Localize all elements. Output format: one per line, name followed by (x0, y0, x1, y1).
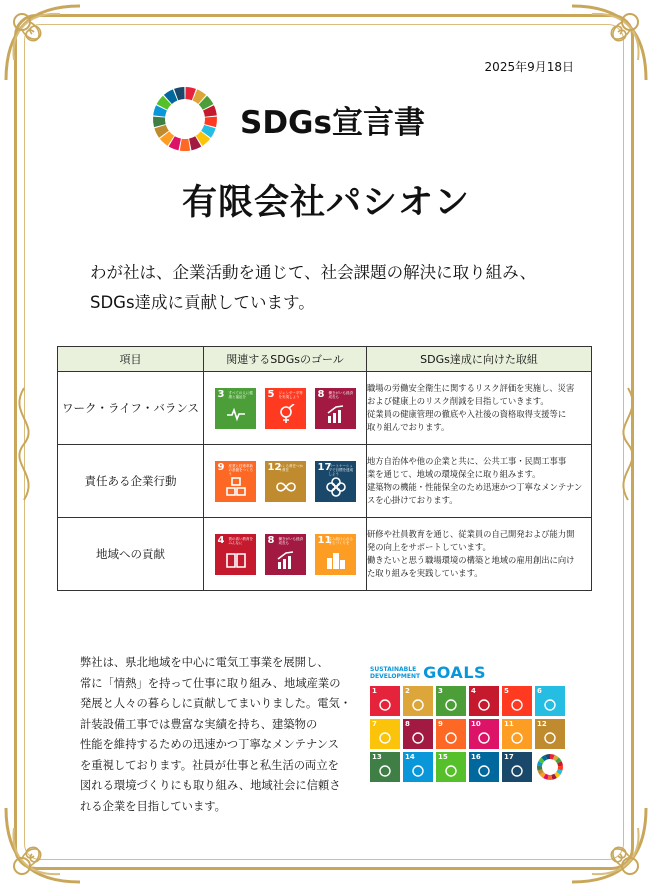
sdg-goal-17-icon (315, 461, 356, 502)
corner-ornament-icon (0, 798, 90, 888)
sdg-tile-2 (403, 686, 433, 716)
company-name: 有限会社パシオン (181, 183, 470, 223)
sdgs-goals-table (57, 346, 592, 591)
item-cell: 責任ある企業行動 (58, 445, 204, 518)
column-header: SDGs達成に向けた取組 (367, 347, 592, 372)
tile-pictogram-icon (477, 697, 491, 711)
goal-number: 12 (267, 461, 282, 473)
tile-number: 1 (372, 687, 377, 695)
effort-line: 業を通じて、地域の環境保全に取り組みます。 (367, 469, 541, 479)
table-row (58, 445, 592, 518)
goal-text: パートナーシップで目標を達成しよう (328, 463, 354, 476)
lead-statement (90, 258, 536, 318)
tile-pictogram-icon (510, 730, 524, 744)
sdg-tile-14 (403, 752, 433, 782)
goal-number: 9 (217, 461, 225, 473)
tile-pictogram-icon (444, 763, 458, 777)
goal-number: 11 (317, 534, 332, 546)
goal-text: 住み続けられるまちづくりを (328, 536, 353, 545)
tile-number: 7 (372, 720, 377, 728)
sdg-tile-16 (469, 752, 499, 782)
goal-number: 8 (317, 388, 325, 400)
tile-number: 11 (504, 720, 514, 728)
sdg-tile-9 (436, 719, 466, 749)
goal-number: 8 (267, 534, 275, 546)
wheel-segment (180, 139, 190, 151)
effort-line: 働きたいと思う職場環境の構築と地域の雇用創出に向け (367, 555, 575, 565)
sdg-tile-13 (370, 752, 400, 782)
corner-ornament-icon (562, 798, 652, 888)
sdg-logo-line: SUSTAINABLE (370, 665, 417, 673)
tile-pictogram-icon (444, 697, 458, 711)
description-line: 常に「情熱」を持って仕事に取り組み、地域産業の (80, 676, 341, 690)
sdg-tile-1 (370, 686, 400, 716)
tile-number: 16 (471, 753, 481, 761)
table-header-row (58, 347, 592, 372)
cubes-icon (226, 477, 246, 497)
goals-cell (204, 518, 367, 591)
issue-date: 2025年9月18日 (484, 60, 574, 74)
effort-line: 従業員の健康管理の徹底や入社後の資格取得支援等に (367, 409, 567, 419)
tile-number: 12 (537, 720, 547, 728)
goal-number: 17 (317, 461, 332, 473)
sdg-logo (370, 663, 580, 682)
tile-pictogram-icon (378, 697, 392, 711)
effort-line: および健康上のリスク削減を目指していきます。 (367, 396, 549, 406)
tile-pictogram-icon (477, 730, 491, 744)
effort-line: 職場の労働安全衛生に関するリスク評価を実施し、災害 (367, 383, 575, 393)
item-cell: ワーク・ライフ・バランス (58, 372, 204, 445)
corner-ornament-icon (0, 0, 90, 90)
sdg-tile-15 (436, 752, 466, 782)
description-line: を重視しております。社員が仕事と私生活の両立を (80, 758, 339, 772)
goal-text: つくる責任つかう責任 (278, 463, 303, 472)
declaration-title: SDGs宣言書 (240, 104, 425, 141)
effort-line: スを心掛けております。 (367, 495, 458, 505)
book-icon (226, 550, 246, 570)
sdg-goal-8-icon (265, 534, 306, 575)
sdg-goal-8-icon (315, 388, 356, 429)
tile-pictogram-icon (378, 730, 392, 744)
goal-text: すべての人に健康と福祉を (228, 390, 253, 399)
tile-number: 6 (537, 687, 542, 695)
description-line: 計装設備工事では豊富な実績を持ち、建築物の (80, 717, 318, 731)
effort-line: 発の向上をサポートしています。 (367, 542, 491, 552)
tile-number: 17 (504, 753, 514, 761)
sdg-tile-11 (502, 719, 532, 749)
sdg-goal-3-icon (215, 388, 256, 429)
tile-pictogram-icon (378, 763, 392, 777)
goal-number: 3 (217, 388, 225, 400)
sdg-tile-6 (535, 686, 565, 716)
item-cell: 地域への貢献 (58, 518, 204, 591)
growth-chart-icon (276, 550, 296, 570)
effort-cell (367, 372, 592, 445)
goal-text: 働きがいも経済成長も (328, 390, 353, 399)
sdg-tile-4 (469, 686, 499, 716)
tile-number: 10 (471, 720, 481, 728)
tile-number: 2 (405, 687, 410, 695)
column-header: 関連するSDGsのゴール (204, 347, 367, 372)
sdg-tile-grid (370, 686, 580, 782)
table-row (58, 372, 592, 445)
goals-cell (204, 372, 367, 445)
sdg-goal-12-icon (265, 461, 306, 502)
goal-text: ジェンダー平等を実現しよう (278, 390, 303, 399)
tile-pictogram-icon (543, 730, 557, 744)
description-line: 性能を維持するための迅速かつ丁寧なメンテナンス (80, 738, 339, 751)
sdgs-wheel-icon (152, 86, 218, 152)
sdg-tile-8 (403, 719, 433, 749)
sdgs-wheel-icon (535, 752, 565, 782)
effort-cell (367, 445, 592, 518)
tile-pictogram-icon (477, 763, 491, 777)
tile-number: 14 (405, 753, 415, 761)
sdg-goal-9-icon (215, 461, 256, 502)
sdg-goal-5-icon (265, 388, 306, 429)
sdg-tile-5 (502, 686, 532, 716)
goal-number: 4 (217, 534, 225, 546)
tile-number: 15 (438, 753, 448, 761)
sdg-goal-4-icon (215, 534, 256, 575)
goal-text: 働きがいも経済成長も (278, 536, 303, 545)
side-ornament-icon (608, 384, 648, 504)
tile-number: 13 (372, 753, 382, 761)
heartbeat-icon (226, 404, 246, 424)
effort-line: 取り組んでおります。 (367, 422, 450, 432)
goal-text: 産業と技術革新の基盤をつくろう (228, 463, 253, 476)
effort-line: 研修や社員教育を通じ、従業員の自己開発および能力開 (367, 529, 575, 539)
goal-number: 5 (267, 388, 275, 400)
tile-number: 8 (405, 720, 410, 728)
tile-pictogram-icon (444, 730, 458, 744)
description-line: 弊社は、県北地域を中心に電気工事業を展開し、 (80, 656, 329, 669)
sdg-tile-10 (469, 719, 499, 749)
sdg-logo-goals: GOALS (423, 663, 487, 682)
description-line: 発展と人々の暮らしに貢献してまいりました。電気・ (80, 697, 352, 710)
infinity-icon (276, 477, 296, 497)
company-description (80, 653, 358, 817)
tile-pictogram-icon (411, 730, 425, 744)
tile-pictogram-icon (411, 763, 425, 777)
column-header: 項目 (58, 347, 204, 372)
sdg-goal-11-icon (315, 534, 356, 575)
growth-chart-icon (326, 404, 346, 424)
tile-number: 5 (504, 687, 509, 695)
tile-pictogram-icon (543, 697, 557, 711)
effort-cell (367, 518, 592, 591)
side-ornament-icon (4, 384, 44, 504)
effort-line: 建築物の機能・性能保全のため迅速かつ丁寧なメンテナン (367, 482, 583, 492)
lead-line: SDGs達成に貢献しています。 (90, 293, 315, 312)
goal-text: 質の高い教育をみんなに (228, 536, 253, 545)
effort-line: 地方自治体や他の企業と共に、公共工事・民間工事事 (367, 456, 567, 466)
tile-number: 9 (438, 720, 443, 728)
sdg-tile-3 (436, 686, 466, 716)
goals-cell (204, 445, 367, 518)
description-line: 図れる環境づくりにも取り組み、地域社会に信頼さ (80, 779, 341, 792)
effort-line: た取り組みを実践しています。 (367, 568, 483, 578)
table-row (58, 518, 592, 591)
sdg-goals-poster (370, 663, 580, 781)
description-line: れる企業を目指しています。 (80, 799, 226, 813)
tile-pictogram-icon (510, 697, 524, 711)
tile-number: 3 (438, 687, 443, 695)
sdg-logo-line: DEVELOPMENT (370, 672, 421, 680)
flower-icon (326, 477, 346, 497)
tile-pictogram-icon (411, 697, 425, 711)
gender-equality-icon (276, 404, 296, 424)
sdg-tile-17 (502, 752, 532, 782)
city-icon (326, 550, 346, 570)
corner-ornament-icon (562, 0, 652, 90)
lead-line: わが社は、企業活動を通じて、社会課題の解決に取り組み、 (90, 263, 537, 282)
sdg-tile-7 (370, 719, 400, 749)
sdg-logo-tile (535, 752, 565, 782)
declaration-header (152, 86, 425, 152)
tile-pictogram-icon (510, 763, 524, 777)
tile-number: 4 (471, 687, 476, 695)
sdg-tile-12 (535, 719, 565, 749)
